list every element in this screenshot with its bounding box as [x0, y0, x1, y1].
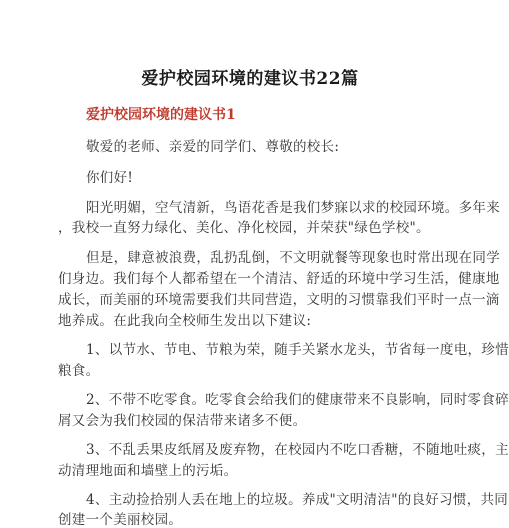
list-item-line: 1、以节水、节电、节粮为荣，随手关紧水龙头，节省每一度电，珍惜 [86, 342, 509, 358]
list-item-line: 动清理地面和墙壁上的污垢。 [58, 463, 238, 479]
paragraph-line: 们身边。我们每个人都希望在一个清洁、舒适的环境中学习生活，健康地 [58, 271, 500, 287]
paragraph-line: 成长，而美丽的环境需要我们共同营造，文明的习惯靠我们平时一点一滴 [58, 292, 500, 308]
salutation: 敬爱的老师、亲爱的同学们、尊敬的校长: [86, 139, 340, 155]
paragraph-line: 阳光明媚，空气清新，鸟语花香是我们梦寐以求的校园环境。多年来 [86, 200, 500, 216]
list-item-line: 3、不乱丢果皮纸屑及废弃物，在校园内不吃口香糖，不随地吐痰，主 [86, 442, 509, 458]
list-item-line: 创建一个美丽校园。 [58, 512, 183, 528]
section-title: 爱护校园环境的建议书1 [86, 107, 236, 123]
greeting: 你们好! [86, 170, 134, 186]
list-item-line: 屑又会为我们校园的保洁带来诸多不便。 [58, 413, 307, 429]
page-title: 爱护校园环境的建议书22篇 [141, 69, 359, 89]
list-item-line: 4、主动捡拾别人丢在地上的垃圾。养成"文明清洁"的良好习惯，共同 [86, 492, 509, 508]
list-item-line: 2、不带不吃零食。吃零食会给我们的健康带来不良影响，同时零食碎 [86, 392, 509, 408]
paragraph-line: 地养成。在此我向全校师生发出以下建议: [58, 313, 312, 329]
list-item-line: 粮食。 [58, 363, 100, 379]
paragraph-line: 但是，肆意被浪费，乱扔乱倒，不文明就餐等现象也时常出现在同学 [86, 250, 500, 266]
paragraph-line: ，我校一直努力绿化、美化、净化校园，并荣获"绿色学校"。 [58, 220, 430, 236]
